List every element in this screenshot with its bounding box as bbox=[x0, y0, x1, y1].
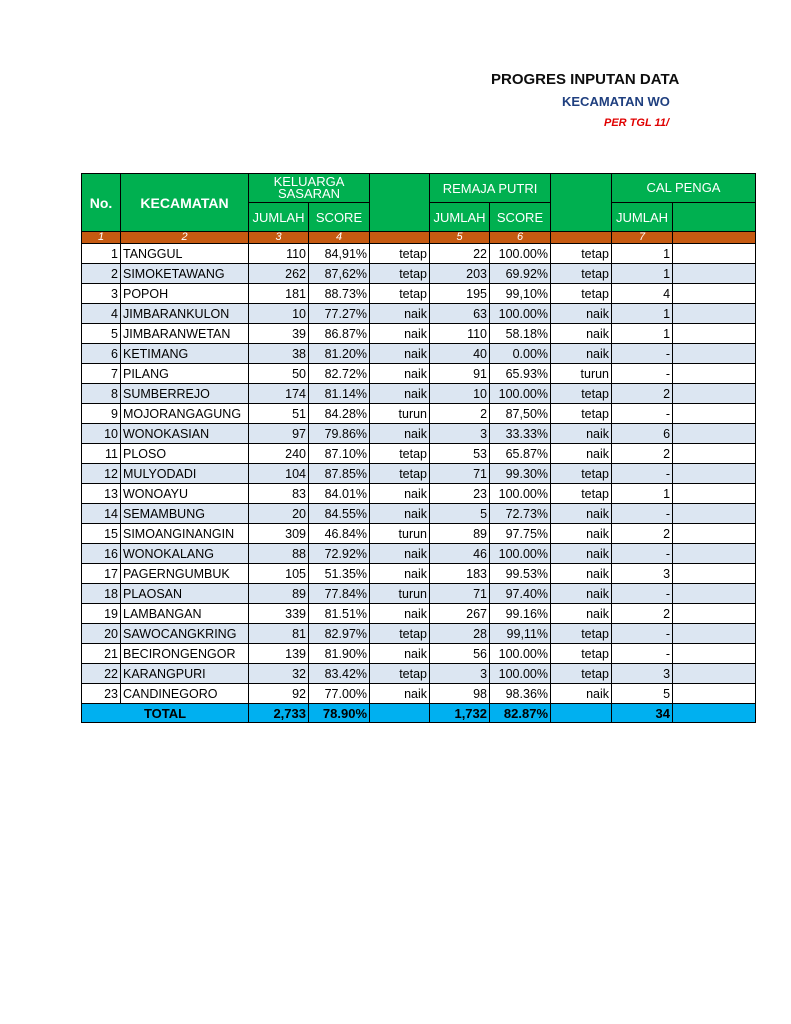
row-score-2: 72.73% bbox=[490, 504, 551, 524]
header-score-1: SCORE bbox=[309, 203, 370, 232]
colnum-3: 3 bbox=[249, 232, 309, 244]
row-score-2: 69.92% bbox=[490, 264, 551, 284]
table-row bbox=[82, 424, 756, 444]
header-jumlah-3: JUMLAH bbox=[612, 203, 673, 232]
row-trend-1: turun bbox=[370, 584, 430, 604]
table-row bbox=[82, 484, 756, 504]
row-kecamatan: SIMOANGINANGIN bbox=[121, 524, 249, 544]
row-trend-2: naik bbox=[551, 544, 612, 564]
row-trend-1: tetap bbox=[370, 244, 430, 264]
table-row bbox=[82, 584, 756, 604]
header-score-2: SCORE bbox=[490, 203, 551, 232]
row-number: 23 bbox=[82, 684, 121, 704]
row-score-1: 77.00% bbox=[309, 684, 370, 704]
total-jumlah-3: 34 bbox=[612, 704, 673, 723]
row-score-2: 97.40% bbox=[490, 584, 551, 604]
row-kecamatan: PLOSO bbox=[121, 444, 249, 464]
row-trend-1: naik bbox=[370, 364, 430, 384]
header-cal-penga: CAL PENGA bbox=[612, 174, 756, 203]
row-jumlah-1: 10 bbox=[249, 304, 309, 324]
row-score-3 bbox=[673, 344, 756, 364]
row-score-2: 99.16% bbox=[490, 604, 551, 624]
row-score-2: 100.00% bbox=[490, 304, 551, 324]
total-score-3 bbox=[673, 704, 756, 723]
row-kecamatan: PILANG bbox=[121, 364, 249, 384]
row-score-1: 81.51% bbox=[309, 604, 370, 624]
total-trend-1 bbox=[370, 704, 430, 723]
row-trend-1: turun bbox=[370, 524, 430, 544]
table-row bbox=[82, 304, 756, 324]
total-trend-2 bbox=[551, 704, 612, 723]
row-jumlah-3: - bbox=[612, 644, 673, 664]
row-score-2: 33.33% bbox=[490, 424, 551, 444]
row-jumlah-1: 262 bbox=[249, 264, 309, 284]
row-jumlah-2: 91 bbox=[430, 364, 490, 384]
header-no: No. bbox=[82, 174, 121, 232]
row-number: 3 bbox=[82, 284, 121, 304]
row-score-1: 51.35% bbox=[309, 564, 370, 584]
row-score-1: 79.86% bbox=[309, 424, 370, 444]
row-trend-2: tetap bbox=[551, 384, 612, 404]
row-jumlah-2: 23 bbox=[430, 484, 490, 504]
row-kecamatan: PAGERNGUMBUK bbox=[121, 564, 249, 584]
row-kecamatan: SEMAMBUNG bbox=[121, 504, 249, 524]
row-jumlah-3: - bbox=[612, 364, 673, 384]
row-trend-2: tetap bbox=[551, 484, 612, 504]
row-score-2: 100.00% bbox=[490, 544, 551, 564]
row-jumlah-2: 22 bbox=[430, 244, 490, 264]
row-score-1: 72.92% bbox=[309, 544, 370, 564]
row-score-1: 82.72% bbox=[309, 364, 370, 384]
row-jumlah-3: 5 bbox=[612, 684, 673, 704]
row-jumlah-2: 53 bbox=[430, 444, 490, 464]
row-score-2: 100.00% bbox=[490, 484, 551, 504]
row-jumlah-1: 240 bbox=[249, 444, 309, 464]
row-kecamatan: WONOKALANG bbox=[121, 544, 249, 564]
row-trend-1: turun bbox=[370, 404, 430, 424]
row-jumlah-1: 32 bbox=[249, 664, 309, 684]
row-score-3 bbox=[673, 524, 756, 544]
row-score-1: 87,62% bbox=[309, 264, 370, 284]
header-trend-2 bbox=[551, 174, 612, 232]
row-kecamatan: JIMBARANWETAN bbox=[121, 324, 249, 344]
row-number: 6 bbox=[82, 344, 121, 364]
row-number: 4 bbox=[82, 304, 121, 324]
row-score-2: 97.75% bbox=[490, 524, 551, 544]
row-score-3 bbox=[673, 684, 756, 704]
header-remaja-putri: REMAJA PUTRI bbox=[430, 174, 551, 203]
row-jumlah-3: 1 bbox=[612, 244, 673, 264]
row-jumlah-3: 3 bbox=[612, 664, 673, 684]
row-score-3 bbox=[673, 604, 756, 624]
row-trend-2: naik bbox=[551, 304, 612, 324]
row-jumlah-3: - bbox=[612, 584, 673, 604]
row-kecamatan: KETIMANG bbox=[121, 344, 249, 364]
row-number: 11 bbox=[82, 444, 121, 464]
row-score-3 bbox=[673, 564, 756, 584]
row-trend-2: naik bbox=[551, 584, 612, 604]
row-jumlah-1: 181 bbox=[249, 284, 309, 304]
row-number: 5 bbox=[82, 324, 121, 344]
row-jumlah-1: 83 bbox=[249, 484, 309, 504]
row-kecamatan: TANGGUL bbox=[121, 244, 249, 264]
row-score-1: 46.84% bbox=[309, 524, 370, 544]
row-jumlah-2: 28 bbox=[430, 624, 490, 644]
colnum-5: 5 bbox=[430, 232, 490, 244]
row-trend-2: naik bbox=[551, 684, 612, 704]
row-number: 7 bbox=[82, 364, 121, 384]
total-row bbox=[82, 704, 756, 723]
row-trend-1: tetap bbox=[370, 624, 430, 644]
row-kecamatan: MOJORANGAGUNG bbox=[121, 404, 249, 424]
row-jumlah-2: 89 bbox=[430, 524, 490, 544]
row-jumlah-3: 2 bbox=[612, 384, 673, 404]
row-kecamatan: SAWOCANGKRING bbox=[121, 624, 249, 644]
report-date: PER TGL 11/ bbox=[604, 117, 670, 129]
row-number: 10 bbox=[82, 424, 121, 444]
row-jumlah-1: 51 bbox=[249, 404, 309, 424]
row-score-1: 84.55% bbox=[309, 504, 370, 524]
column-number-row bbox=[82, 232, 756, 244]
row-number: 15 bbox=[82, 524, 121, 544]
row-jumlah-2: 10 bbox=[430, 384, 490, 404]
row-trend-2: naik bbox=[551, 524, 612, 544]
total-jumlah-2: 1,732 bbox=[430, 704, 490, 723]
row-jumlah-3: - bbox=[612, 504, 673, 524]
row-score-1: 82.97% bbox=[309, 624, 370, 644]
row-jumlah-3: 6 bbox=[612, 424, 673, 444]
row-jumlah-3: - bbox=[612, 404, 673, 424]
row-score-2: 100.00% bbox=[490, 244, 551, 264]
colnum-1: 1 bbox=[82, 232, 121, 244]
row-jumlah-1: 174 bbox=[249, 384, 309, 404]
row-jumlah-2: 40 bbox=[430, 344, 490, 364]
table-row bbox=[82, 564, 756, 584]
row-jumlah-2: 71 bbox=[430, 464, 490, 484]
row-score-1: 84.01% bbox=[309, 484, 370, 504]
row-trend-1: naik bbox=[370, 564, 430, 584]
row-trend-2: tetap bbox=[551, 464, 612, 484]
row-jumlah-1: 38 bbox=[249, 344, 309, 364]
table-row bbox=[82, 684, 756, 704]
row-score-1: 81.90% bbox=[309, 644, 370, 664]
total-score-1: 78.90% bbox=[309, 704, 370, 723]
row-jumlah-3: 3 bbox=[612, 564, 673, 584]
row-score-3 bbox=[673, 584, 756, 604]
row-score-3 bbox=[673, 444, 756, 464]
table-row bbox=[82, 404, 756, 424]
row-jumlah-2: 63 bbox=[430, 304, 490, 324]
row-trend-2: naik bbox=[551, 504, 612, 524]
total-label: TOTAL bbox=[82, 704, 249, 723]
row-score-2: 58.18% bbox=[490, 324, 551, 344]
row-score-2: 99.30% bbox=[490, 464, 551, 484]
row-trend-2: naik bbox=[551, 424, 612, 444]
row-jumlah-1: 309 bbox=[249, 524, 309, 544]
row-jumlah-1: 89 bbox=[249, 584, 309, 604]
row-jumlah-1: 104 bbox=[249, 464, 309, 484]
row-jumlah-3: 1 bbox=[612, 484, 673, 504]
row-number: 9 bbox=[82, 404, 121, 424]
row-score-1: 81.14% bbox=[309, 384, 370, 404]
row-trend-1: naik bbox=[370, 684, 430, 704]
table-row bbox=[82, 344, 756, 364]
row-jumlah-2: 2 bbox=[430, 404, 490, 424]
table-row bbox=[82, 464, 756, 484]
row-trend-2: tetap bbox=[551, 264, 612, 284]
table-row bbox=[82, 364, 756, 384]
colnum-blank-1 bbox=[370, 232, 430, 244]
row-kecamatan: SIMOKETAWANG bbox=[121, 264, 249, 284]
row-score-2: 98.36% bbox=[490, 684, 551, 704]
row-score-3 bbox=[673, 484, 756, 504]
row-trend-1: naik bbox=[370, 484, 430, 504]
row-trend-1: naik bbox=[370, 304, 430, 324]
row-kecamatan: PLAOSAN bbox=[121, 584, 249, 604]
row-trend-2: naik bbox=[551, 324, 612, 344]
row-jumlah-2: 195 bbox=[430, 284, 490, 304]
row-trend-1: naik bbox=[370, 324, 430, 344]
row-score-2: 100.00% bbox=[490, 644, 551, 664]
row-score-1: 87.10% bbox=[309, 444, 370, 464]
row-score-2: 99,11% bbox=[490, 624, 551, 644]
row-score-3 bbox=[673, 304, 756, 324]
row-number: 13 bbox=[82, 484, 121, 504]
row-score-1: 83.42% bbox=[309, 664, 370, 684]
report-title: PROGRES INPUTAN DATA bbox=[491, 71, 680, 88]
row-trend-1: tetap bbox=[370, 264, 430, 284]
row-score-1: 77.84% bbox=[309, 584, 370, 604]
row-trend-2: naik bbox=[551, 444, 612, 464]
row-jumlah-3: 2 bbox=[612, 444, 673, 464]
row-jumlah-1: 39 bbox=[249, 324, 309, 344]
header-score-3 bbox=[673, 203, 756, 232]
row-jumlah-2: 267 bbox=[430, 604, 490, 624]
row-jumlah-2: 110 bbox=[430, 324, 490, 344]
table-row bbox=[82, 444, 756, 464]
row-trend-1: tetap bbox=[370, 284, 430, 304]
row-trend-1: naik bbox=[370, 424, 430, 444]
row-jumlah-3: 1 bbox=[612, 304, 673, 324]
colnum-6: 6 bbox=[490, 232, 551, 244]
row-trend-1: naik bbox=[370, 504, 430, 524]
row-jumlah-2: 98 bbox=[430, 684, 490, 704]
table-row bbox=[82, 384, 756, 404]
table-row bbox=[82, 544, 756, 564]
row-jumlah-2: 56 bbox=[430, 644, 490, 664]
row-score-3 bbox=[673, 464, 756, 484]
row-score-2: 0.00% bbox=[490, 344, 551, 364]
header-jumlah-2: JUMLAH bbox=[430, 203, 490, 232]
row-score-3 bbox=[673, 284, 756, 304]
row-jumlah-1: 88 bbox=[249, 544, 309, 564]
table-row bbox=[82, 524, 756, 544]
row-number: 12 bbox=[82, 464, 121, 484]
row-score-3 bbox=[673, 504, 756, 524]
row-score-3 bbox=[673, 364, 756, 384]
row-score-2: 87,50% bbox=[490, 404, 551, 424]
row-score-2: 99,10% bbox=[490, 284, 551, 304]
row-jumlah-3: - bbox=[612, 344, 673, 364]
table-viewport bbox=[81, 173, 721, 773]
colnum-2: 2 bbox=[121, 232, 249, 244]
row-kecamatan: WONOAYU bbox=[121, 484, 249, 504]
row-kecamatan: BECIRONGENGOR bbox=[121, 644, 249, 664]
row-jumlah-2: 3 bbox=[430, 664, 490, 684]
row-score-1: 87.85% bbox=[309, 464, 370, 484]
row-trend-1: tetap bbox=[370, 464, 430, 484]
row-score-2: 65.93% bbox=[490, 364, 551, 384]
header-keluarga-sasaran: KELUARGA SASARAN bbox=[249, 174, 370, 203]
table-row bbox=[82, 264, 756, 284]
row-score-1: 77.27% bbox=[309, 304, 370, 324]
row-kecamatan: LAMBANGAN bbox=[121, 604, 249, 624]
row-jumlah-2: 203 bbox=[430, 264, 490, 284]
row-score-2: 65.87% bbox=[490, 444, 551, 464]
row-score-1: 88.73% bbox=[309, 284, 370, 304]
row-score-2: 99.53% bbox=[490, 564, 551, 584]
row-trend-1: naik bbox=[370, 544, 430, 564]
colnum-blank-3 bbox=[673, 232, 756, 244]
row-trend-2: tetap bbox=[551, 404, 612, 424]
colnum-7: 7 bbox=[612, 232, 673, 244]
row-kecamatan: SUMBERREJO bbox=[121, 384, 249, 404]
colnum-blank-2 bbox=[551, 232, 612, 244]
row-jumlah-3: 2 bbox=[612, 524, 673, 544]
row-score-1: 81.20% bbox=[309, 344, 370, 364]
header-trend-1 bbox=[370, 174, 430, 232]
row-jumlah-3: - bbox=[612, 624, 673, 644]
row-jumlah-3: - bbox=[612, 464, 673, 484]
row-jumlah-1: 110 bbox=[249, 244, 309, 264]
row-trend-2: turun bbox=[551, 364, 612, 384]
progress-table bbox=[81, 173, 756, 723]
row-jumlah-3: 2 bbox=[612, 604, 673, 624]
row-trend-2: tetap bbox=[551, 644, 612, 664]
row-score-3 bbox=[673, 264, 756, 284]
row-score-1: 84,91% bbox=[309, 244, 370, 264]
row-trend-2: tetap bbox=[551, 624, 612, 644]
row-number: 17 bbox=[82, 564, 121, 584]
row-jumlah-1: 81 bbox=[249, 624, 309, 644]
row-number: 18 bbox=[82, 584, 121, 604]
total-jumlah-1: 2,733 bbox=[249, 704, 309, 723]
colnum-4: 4 bbox=[309, 232, 370, 244]
row-trend-2: naik bbox=[551, 564, 612, 584]
row-jumlah-2: 5 bbox=[430, 504, 490, 524]
row-kecamatan: KARANGPURI bbox=[121, 664, 249, 684]
row-score-3 bbox=[673, 424, 756, 444]
row-number: 14 bbox=[82, 504, 121, 524]
row-jumlah-3: - bbox=[612, 544, 673, 564]
row-jumlah-3: 1 bbox=[612, 264, 673, 284]
row-jumlah-1: 50 bbox=[249, 364, 309, 384]
row-jumlah-2: 3 bbox=[430, 424, 490, 444]
row-number: 22 bbox=[82, 664, 121, 684]
table-row bbox=[82, 504, 756, 524]
header-jumlah-1: JUMLAH bbox=[249, 203, 309, 232]
row-jumlah-3: 1 bbox=[612, 324, 673, 344]
row-trend-1: tetap bbox=[370, 444, 430, 464]
row-number: 2 bbox=[82, 264, 121, 284]
total-score-2: 82.87% bbox=[490, 704, 551, 723]
row-number: 1 bbox=[82, 244, 121, 264]
row-trend-1: naik bbox=[370, 384, 430, 404]
table-row bbox=[82, 644, 756, 664]
row-score-3 bbox=[673, 624, 756, 644]
row-trend-2: tetap bbox=[551, 284, 612, 304]
row-number: 20 bbox=[82, 624, 121, 644]
row-number: 16 bbox=[82, 544, 121, 564]
row-trend-2: tetap bbox=[551, 664, 612, 684]
row-kecamatan: JIMBARANKULON bbox=[121, 304, 249, 324]
row-trend-2: tetap bbox=[551, 244, 612, 264]
row-kecamatan: MULYODADI bbox=[121, 464, 249, 484]
row-score-3 bbox=[673, 664, 756, 684]
row-jumlah-3: 4 bbox=[612, 284, 673, 304]
table-row bbox=[82, 664, 756, 684]
row-trend-1: tetap bbox=[370, 664, 430, 684]
row-jumlah-1: 20 bbox=[249, 504, 309, 524]
row-score-1: 84.28% bbox=[309, 404, 370, 424]
table-row bbox=[82, 244, 756, 264]
row-number: 8 bbox=[82, 384, 121, 404]
row-jumlah-1: 92 bbox=[249, 684, 309, 704]
row-kecamatan: CANDINEGORO bbox=[121, 684, 249, 704]
row-trend-1: naik bbox=[370, 644, 430, 664]
row-trend-1: naik bbox=[370, 344, 430, 364]
row-jumlah-1: 105 bbox=[249, 564, 309, 584]
row-score-2: 100.00% bbox=[490, 664, 551, 684]
row-number: 19 bbox=[82, 604, 121, 624]
report-subtitle: KECAMATAN WO bbox=[562, 94, 670, 109]
row-kecamatan: POPOH bbox=[121, 284, 249, 304]
row-trend-2: naik bbox=[551, 604, 612, 624]
row-kecamatan: WONOKASIAN bbox=[121, 424, 249, 444]
header-kecamatan: KECAMATAN bbox=[121, 174, 249, 232]
row-score-3 bbox=[673, 244, 756, 264]
table-row bbox=[82, 604, 756, 624]
row-score-2: 100.00% bbox=[490, 384, 551, 404]
row-number: 21 bbox=[82, 644, 121, 664]
row-jumlah-2: 183 bbox=[430, 564, 490, 584]
table-row bbox=[82, 324, 756, 344]
row-trend-2: naik bbox=[551, 344, 612, 364]
row-score-3 bbox=[673, 644, 756, 664]
row-jumlah-1: 339 bbox=[249, 604, 309, 624]
row-score-3 bbox=[673, 384, 756, 404]
table-row bbox=[82, 624, 756, 644]
row-score-3 bbox=[673, 324, 756, 344]
row-score-3 bbox=[673, 404, 756, 424]
row-jumlah-1: 97 bbox=[249, 424, 309, 444]
row-jumlah-1: 139 bbox=[249, 644, 309, 664]
table-row bbox=[82, 284, 756, 304]
row-jumlah-2: 71 bbox=[430, 584, 490, 604]
row-score-3 bbox=[673, 544, 756, 564]
row-trend-1: naik bbox=[370, 604, 430, 624]
row-score-1: 86.87% bbox=[309, 324, 370, 344]
row-jumlah-2: 46 bbox=[430, 544, 490, 564]
table-body bbox=[82, 244, 756, 704]
